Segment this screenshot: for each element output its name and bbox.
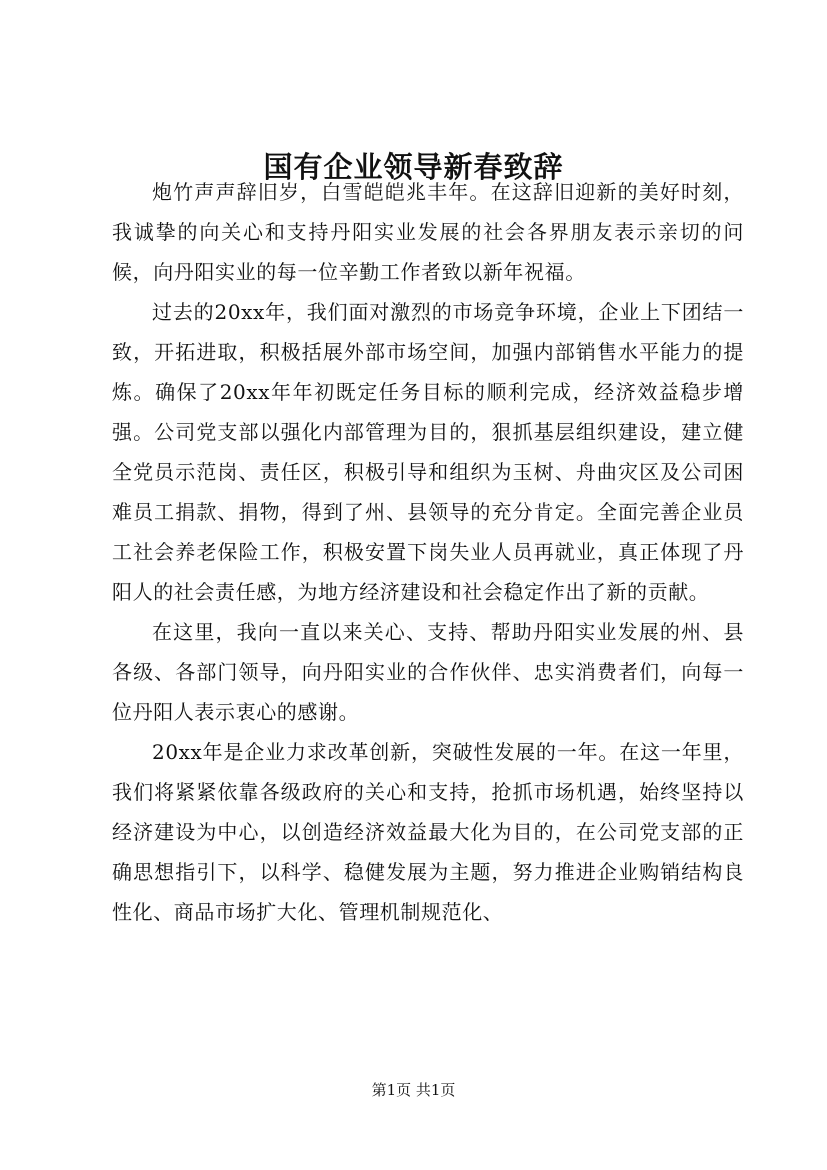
paragraph-1: 炮竹声声辞旧岁，白雪皑皑兆丰年。在这辞旧迎新的美好时刻，我诚挚的向关心和支持丹阳实业发展的社会各界朋友表示亲切的问候，向丹阳实业的每一位辛勤工作者致以新年祝福。 (112, 180, 744, 284)
paragraph-3: 在这里，我向一直以来关心、支持、帮助丹阳实业发展的州、县各级、各部门领导，向丹阳实业的合作伙伴、忠实消费者们，向每一位丹阳人表示衷心的感谢。 (112, 620, 744, 724)
document-body (112, 172, 744, 932)
paragraph-4: 20xx年是企业力求改革创新，突破性发展的一年。在这一年里，我们将紧紧依靠各级政府的关心和支持，抢抓市场机遇，始终坚持以经济建设为中心，以创造经济效益最大化为目的，在公司党支部的正确思想指引下，以科学、稳健发展为主题，努力推进企业购销结构良性化、商品市场扩大化、管理机制规范化、 (112, 740, 744, 924)
page-number-footer: 第1页 共1页 (371, 1081, 456, 1099)
paragraph-2: 过去的20xx年，我们面对激烈的市场竞争环境，企业上下团结一致，开拓进取，积极括展外部市场空间，加强内部销售水平能力的提炼。确保了20xx年年初既定任务目标的顺利完成，经济效益稳步增强。公司党支部以强化内部管理为目的，狠抓基层组织建设，建立健全党员示范岗、责任区，积极引导和组织为玉树、舟曲灾区及公司困难员工捐款、捐物，得到了州、县领导的充分肯定。全面完善企业员工社会养老保险工作，积极安置下岗失业人员再就业，真正体现了丹阳人的社会责任感，为地方经济建设和社会稳定作出了新的贡献。 (112, 300, 744, 604)
document-title: 国有企业领导新春致辞 (263, 150, 564, 184)
